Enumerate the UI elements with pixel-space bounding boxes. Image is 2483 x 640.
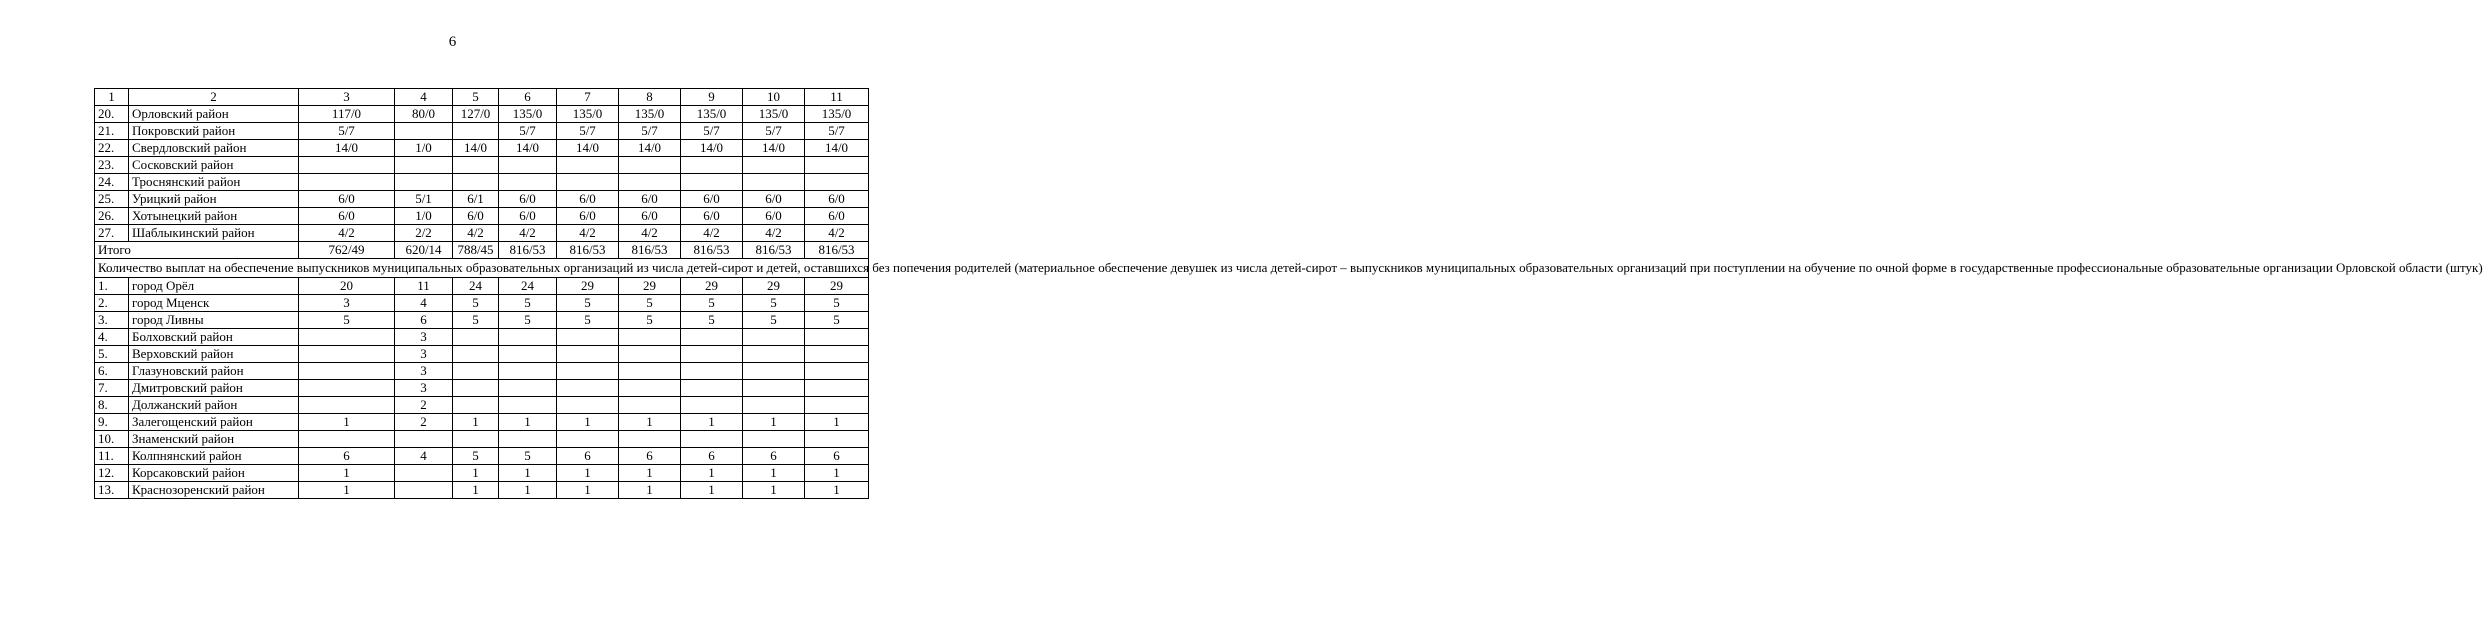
row-name: Глазуновский район <box>129 363 299 380</box>
value-cell <box>619 431 681 448</box>
row-number: 2. <box>95 295 129 312</box>
value-cell: 1 <box>805 414 869 431</box>
row-number: 4. <box>95 329 129 346</box>
page-number: 6 <box>448 34 457 50</box>
table-row <box>95 123 869 140</box>
value-cell: 4/2 <box>681 225 743 242</box>
row-number: 5. <box>95 346 129 363</box>
value-cell <box>743 329 805 346</box>
value-cell: 4/2 <box>805 225 869 242</box>
value-cell: 1 <box>557 465 619 482</box>
value-cell: 6/0 <box>743 208 805 225</box>
value-cell: 5/1 <box>395 191 453 208</box>
value-cell <box>395 123 453 140</box>
value-cell: 1 <box>805 465 869 482</box>
value-cell: 5 <box>743 295 805 312</box>
value-cell <box>743 157 805 174</box>
value-cell: 5/7 <box>557 123 619 140</box>
value-cell <box>743 397 805 414</box>
value-cell: 5 <box>743 312 805 329</box>
value-cell: 4/2 <box>619 225 681 242</box>
value-cell <box>299 329 395 346</box>
value-cell <box>499 363 557 380</box>
row-name: Корсаковский район <box>129 465 299 482</box>
value-cell <box>557 380 619 397</box>
value-cell <box>619 380 681 397</box>
value-cell: 5 <box>805 312 869 329</box>
value-cell: 4/2 <box>299 225 395 242</box>
value-cell: 135/0 <box>499 106 557 123</box>
row-number: 20. <box>95 106 129 123</box>
total-value: 816/53 <box>681 242 743 259</box>
value-cell: 5 <box>619 295 681 312</box>
value-cell <box>499 380 557 397</box>
value-cell <box>299 157 395 174</box>
value-cell <box>681 380 743 397</box>
table-row <box>95 363 869 380</box>
value-cell <box>499 397 557 414</box>
header-cell: 1 <box>95 89 129 106</box>
value-cell: 1 <box>499 414 557 431</box>
value-cell: 3 <box>395 329 453 346</box>
table-row <box>95 225 869 242</box>
value-cell: 4/2 <box>453 225 499 242</box>
total-value: 788/45 <box>453 242 499 259</box>
value-cell <box>557 157 619 174</box>
value-cell: 1 <box>619 465 681 482</box>
row-name: Свердловский район <box>129 140 299 157</box>
value-cell: 24 <box>499 278 557 295</box>
row-number: 12. <box>95 465 129 482</box>
value-cell: 3 <box>299 295 395 312</box>
table-row <box>95 295 869 312</box>
value-cell: 14/0 <box>743 140 805 157</box>
value-cell: 5 <box>499 312 557 329</box>
total-value: 816/53 <box>743 242 805 259</box>
section-title: Количество выплат на обеспечение выпускников муниципальных образовательных организаций из числа детей-сирот и детей, оставшихся без попечения родителей (материальное обеспечение девушек из числа детей-сирот – выпускников муниципальных образовательных организаций при поступлении на обучение по очной форме в государственные профессиональные образовательные организации Орловской области (штук) <box>95 259 869 278</box>
table-row <box>95 208 869 225</box>
row-name: Залегощенский район <box>129 414 299 431</box>
value-cell <box>743 380 805 397</box>
value-cell: 20 <box>299 278 395 295</box>
row-number: 9. <box>95 414 129 431</box>
value-cell <box>299 380 395 397</box>
value-cell: 5 <box>805 295 869 312</box>
header-cell: 9 <box>681 89 743 106</box>
table-row <box>95 191 869 208</box>
value-cell: 1 <box>499 482 557 499</box>
value-cell: 6/0 <box>557 191 619 208</box>
value-cell: 5 <box>557 312 619 329</box>
value-cell <box>681 346 743 363</box>
value-cell <box>453 346 499 363</box>
value-cell <box>681 329 743 346</box>
value-cell: 6/0 <box>557 208 619 225</box>
row-name: Знаменский район <box>129 431 299 448</box>
value-cell: 29 <box>619 278 681 295</box>
value-cell <box>453 157 499 174</box>
value-cell <box>557 397 619 414</box>
value-cell <box>619 363 681 380</box>
total-value: 762/49 <box>299 242 395 259</box>
value-cell <box>557 431 619 448</box>
value-cell: 5 <box>453 295 499 312</box>
value-cell <box>619 174 681 191</box>
table-row <box>95 329 869 346</box>
value-cell: 6 <box>619 448 681 465</box>
value-cell <box>395 174 453 191</box>
value-cell <box>499 157 557 174</box>
value-cell: 3 <box>395 346 453 363</box>
value-cell: 5 <box>557 295 619 312</box>
value-cell <box>743 346 805 363</box>
value-cell: 1 <box>557 482 619 499</box>
value-cell: 6/0 <box>453 208 499 225</box>
value-cell: 1/0 <box>395 208 453 225</box>
value-cell: 6 <box>395 312 453 329</box>
total-value: 816/53 <box>619 242 681 259</box>
value-cell <box>299 431 395 448</box>
value-cell: 2/2 <box>395 225 453 242</box>
value-cell: 6/0 <box>299 208 395 225</box>
value-cell: 1 <box>681 482 743 499</box>
value-cell <box>619 157 681 174</box>
value-cell: 14/0 <box>805 140 869 157</box>
value-cell: 1 <box>681 414 743 431</box>
data-table <box>94 88 2483 499</box>
value-cell: 5/7 <box>499 123 557 140</box>
value-cell: 1 <box>743 465 805 482</box>
value-cell <box>805 174 869 191</box>
value-cell <box>619 346 681 363</box>
value-cell <box>743 431 805 448</box>
total-value: 816/53 <box>805 242 869 259</box>
value-cell <box>557 346 619 363</box>
value-cell: 14/0 <box>557 140 619 157</box>
value-cell: 5 <box>681 295 743 312</box>
header-cell: 8 <box>619 89 681 106</box>
row-name: Краснозоренский район <box>129 482 299 499</box>
value-cell: 1 <box>299 465 395 482</box>
value-cell: 6/0 <box>681 208 743 225</box>
row-number: 25. <box>95 191 129 208</box>
value-cell <box>299 397 395 414</box>
section-row <box>95 259 869 278</box>
value-cell <box>805 346 869 363</box>
table-row <box>95 346 869 363</box>
value-cell: 1 <box>805 482 869 499</box>
value-cell: 14/0 <box>681 140 743 157</box>
value-cell: 4 <box>395 295 453 312</box>
total-label: Итого <box>95 242 299 259</box>
value-cell: 29 <box>557 278 619 295</box>
value-cell: 6/0 <box>299 191 395 208</box>
row-name: Колпнянский район <box>129 448 299 465</box>
value-cell <box>453 363 499 380</box>
value-cell: 5 <box>499 448 557 465</box>
value-cell: 5/7 <box>805 123 869 140</box>
row-name: Орловский район <box>129 106 299 123</box>
value-cell <box>453 329 499 346</box>
value-cell: 135/0 <box>681 106 743 123</box>
row-number: 21. <box>95 123 129 140</box>
value-cell: 135/0 <box>619 106 681 123</box>
value-cell <box>395 465 453 482</box>
row-number: 26. <box>95 208 129 225</box>
value-cell <box>299 363 395 380</box>
total-value: 816/53 <box>557 242 619 259</box>
table-body <box>95 89 2483 499</box>
value-cell: 4/2 <box>743 225 805 242</box>
value-cell <box>299 174 395 191</box>
row-number: 6. <box>95 363 129 380</box>
value-cell: 1 <box>619 482 681 499</box>
value-cell <box>681 174 743 191</box>
value-cell <box>619 329 681 346</box>
value-cell: 5 <box>619 312 681 329</box>
value-cell <box>681 397 743 414</box>
value-cell: 14/0 <box>453 140 499 157</box>
value-cell <box>743 363 805 380</box>
header-cell: 10 <box>743 89 805 106</box>
value-cell: 14/0 <box>499 140 557 157</box>
table-row <box>95 106 869 123</box>
value-cell: 5 <box>499 295 557 312</box>
value-cell: 5/7 <box>299 123 395 140</box>
value-cell: 6/0 <box>619 208 681 225</box>
value-cell: 1 <box>453 482 499 499</box>
value-cell: 14/0 <box>619 140 681 157</box>
value-cell: 14/0 <box>299 140 395 157</box>
value-cell: 29 <box>805 278 869 295</box>
value-cell: 6/0 <box>743 191 805 208</box>
value-cell <box>743 174 805 191</box>
value-cell <box>395 431 453 448</box>
table-row <box>95 482 869 499</box>
row-name: Шаблыкинский район <box>129 225 299 242</box>
value-cell: 1 <box>299 414 395 431</box>
row-number: 24. <box>95 174 129 191</box>
row-number: 13. <box>95 482 129 499</box>
row-name: Верховский район <box>129 346 299 363</box>
value-cell: 1 <box>619 414 681 431</box>
row-name: Троснянский район <box>129 174 299 191</box>
value-cell <box>805 431 869 448</box>
total-row <box>95 242 869 259</box>
value-cell: 6/1 <box>453 191 499 208</box>
value-cell: 1 <box>743 482 805 499</box>
header-cell: 7 <box>557 89 619 106</box>
value-cell: 117/0 <box>299 106 395 123</box>
row-number: 22. <box>95 140 129 157</box>
value-cell: 127/0 <box>453 106 499 123</box>
value-cell <box>299 346 395 363</box>
value-cell <box>557 329 619 346</box>
row-number: 3. <box>95 312 129 329</box>
row-number: 23. <box>95 157 129 174</box>
value-cell: 80/0 <box>395 106 453 123</box>
row-number: 10. <box>95 431 129 448</box>
header-cell: 2 <box>129 89 299 106</box>
value-cell: 6 <box>681 448 743 465</box>
total-value: 620/14 <box>395 242 453 259</box>
value-cell <box>499 329 557 346</box>
row-name: Хотынецкий район <box>129 208 299 225</box>
value-cell <box>805 329 869 346</box>
table-row <box>95 431 869 448</box>
value-cell: 5 <box>453 312 499 329</box>
row-name: Болховский район <box>129 329 299 346</box>
value-cell <box>453 431 499 448</box>
total-value: 816/53 <box>499 242 557 259</box>
value-cell: 2 <box>395 414 453 431</box>
value-cell: 1 <box>557 414 619 431</box>
value-cell: 6/0 <box>805 191 869 208</box>
value-cell <box>499 346 557 363</box>
value-cell <box>499 174 557 191</box>
row-name: город Мценск <box>129 295 299 312</box>
value-cell: 6 <box>743 448 805 465</box>
row-number: 8. <box>95 397 129 414</box>
value-cell <box>805 363 869 380</box>
value-cell: 4 <box>395 448 453 465</box>
value-cell <box>453 380 499 397</box>
row-name: Покровский район <box>129 123 299 140</box>
table-row <box>95 465 869 482</box>
value-cell: 135/0 <box>557 106 619 123</box>
value-cell: 6/0 <box>499 208 557 225</box>
row-name: Сосковский район <box>129 157 299 174</box>
value-cell: 5 <box>453 448 499 465</box>
value-cell: 6 <box>557 448 619 465</box>
value-cell <box>681 157 743 174</box>
header-cell: 6 <box>499 89 557 106</box>
value-cell: 1/0 <box>395 140 453 157</box>
value-cell: 1 <box>453 414 499 431</box>
value-cell <box>557 174 619 191</box>
value-cell: 4/2 <box>499 225 557 242</box>
value-cell: 5 <box>299 312 395 329</box>
value-cell: 2 <box>395 397 453 414</box>
value-cell: 11 <box>395 278 453 295</box>
table-row <box>95 448 869 465</box>
value-cell: 135/0 <box>805 106 869 123</box>
value-cell: 135/0 <box>743 106 805 123</box>
value-cell: 1 <box>453 465 499 482</box>
value-cell <box>557 363 619 380</box>
row-name: Дмитровский район <box>129 380 299 397</box>
value-cell: 29 <box>743 278 805 295</box>
row-name: город Ливны <box>129 312 299 329</box>
row-number: 11. <box>95 448 129 465</box>
value-cell: 6/0 <box>681 191 743 208</box>
table-row <box>95 397 869 414</box>
value-cell: 6 <box>299 448 395 465</box>
value-cell: 1 <box>499 465 557 482</box>
header-cell: 5 <box>453 89 499 106</box>
row-number: 7. <box>95 380 129 397</box>
row-number: 27. <box>95 225 129 242</box>
value-cell: 6/0 <box>619 191 681 208</box>
value-cell <box>453 397 499 414</box>
table-row <box>95 278 869 295</box>
value-cell: 29 <box>681 278 743 295</box>
value-cell <box>499 431 557 448</box>
value-cell: 4/2 <box>557 225 619 242</box>
table-row <box>95 414 869 431</box>
table-row <box>95 174 869 191</box>
value-cell: 5 <box>681 312 743 329</box>
table-row <box>95 380 869 397</box>
value-cell: 1 <box>743 414 805 431</box>
header-cell: 11 <box>805 89 869 106</box>
value-cell: 6/0 <box>805 208 869 225</box>
table-row <box>95 312 869 329</box>
row-number: 1. <box>95 278 129 295</box>
row-name: Урицкий район <box>129 191 299 208</box>
value-cell: 1 <box>299 482 395 499</box>
header-row <box>95 89 869 106</box>
value-cell: 5/7 <box>743 123 805 140</box>
value-cell <box>395 157 453 174</box>
value-cell: 5/7 <box>681 123 743 140</box>
table-row <box>95 157 869 174</box>
value-cell: 6/0 <box>499 191 557 208</box>
value-cell: 24 <box>453 278 499 295</box>
value-cell: 6 <box>805 448 869 465</box>
value-cell <box>453 174 499 191</box>
value-cell: 5/7 <box>619 123 681 140</box>
row-name: Должанский район <box>129 397 299 414</box>
value-cell <box>681 431 743 448</box>
value-cell <box>453 123 499 140</box>
row-name: город Орёл <box>129 278 299 295</box>
value-cell <box>805 380 869 397</box>
value-cell: 1 <box>681 465 743 482</box>
value-cell: 3 <box>395 363 453 380</box>
value-cell <box>805 157 869 174</box>
value-cell <box>395 482 453 499</box>
header-cell: 4 <box>395 89 453 106</box>
value-cell: 3 <box>395 380 453 397</box>
header-cell: 3 <box>299 89 395 106</box>
value-cell <box>619 397 681 414</box>
value-cell <box>805 397 869 414</box>
value-cell <box>681 363 743 380</box>
table-row <box>95 140 869 157</box>
